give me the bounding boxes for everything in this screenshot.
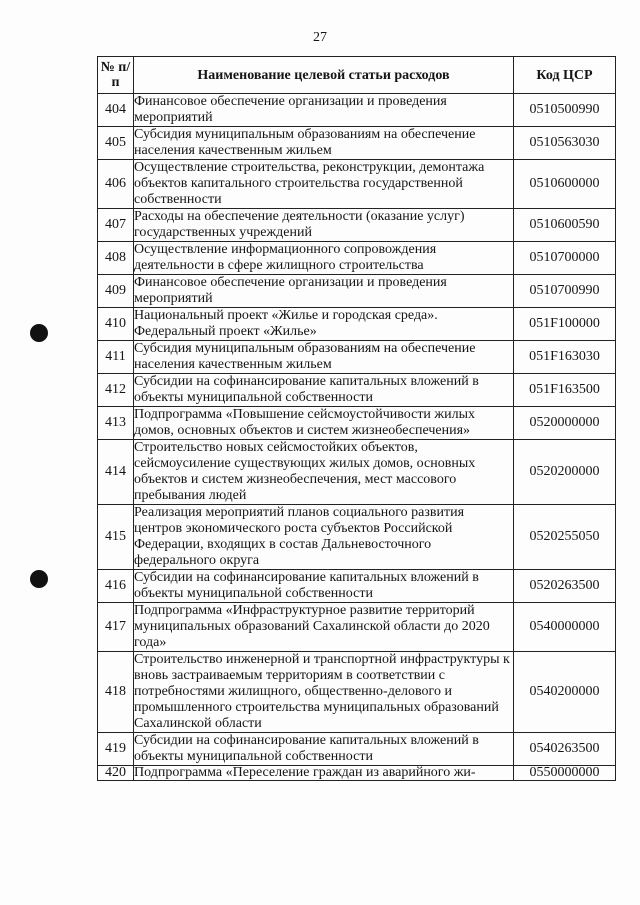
row-code: 051F163030 bbox=[514, 341, 616, 374]
row-name: Подпрограмма «Переселение граждан из аварийного жи- bbox=[134, 766, 514, 781]
row-name: Строительство инженерной и транспортной инфраструктуры к вновь застраиваемым территориям в соответствии с потребностями жилищного, общественно-делового и промышленного строительства муниципальных образований Сахалинской области bbox=[134, 652, 514, 733]
table-row bbox=[98, 308, 616, 341]
row-number: 406 bbox=[98, 160, 134, 209]
row-number: 414 bbox=[98, 440, 134, 505]
row-code: 0520255050 bbox=[514, 505, 616, 570]
page-number: 27 bbox=[313, 30, 327, 45]
row-code: 051F163500 bbox=[514, 374, 616, 407]
row-number: 411 bbox=[98, 341, 134, 374]
row-name: Расходы на обеспечение деятельности (оказание услуг) государственных учреждений bbox=[134, 209, 514, 242]
punch-hole-mark bbox=[30, 570, 48, 588]
row-number: 415 bbox=[98, 505, 134, 570]
row-code: 051F100000 bbox=[514, 308, 616, 341]
row-name: Субсидии на софинансирование капитальных вложений в объекты муниципальной собственности bbox=[134, 374, 514, 407]
row-name: Субсидии на софинансирование капитальных вложений в объекты муниципальной собственности bbox=[134, 733, 514, 766]
header-number: № п/п bbox=[98, 57, 134, 94]
row-number: 409 bbox=[98, 275, 134, 308]
row-name: Подпрограмма «Инфраструктурное развитие территорий муниципальных образований Сахалинской области до 2020 года» bbox=[134, 603, 514, 652]
table-row bbox=[98, 766, 616, 781]
row-code: 0520263500 bbox=[514, 570, 616, 603]
table-row bbox=[98, 407, 616, 440]
row-number: 410 bbox=[98, 308, 134, 341]
header-code: Код ЦСР bbox=[514, 57, 616, 94]
row-code: 0510600000 bbox=[514, 160, 616, 209]
row-name: Субсидия муниципальным образованиям на обеспечение населения качественным жильем bbox=[134, 127, 514, 160]
row-code: 0550000000 bbox=[514, 766, 616, 781]
punch-hole-mark bbox=[30, 324, 48, 342]
expense-items-table bbox=[97, 56, 616, 781]
row-number: 417 bbox=[98, 603, 134, 652]
table-row bbox=[98, 341, 616, 374]
row-name: Осуществление информационного сопровождения деятельности в сфере жилищного строительства bbox=[134, 242, 514, 275]
row-number: 404 bbox=[98, 94, 134, 127]
row-number: 405 bbox=[98, 127, 134, 160]
row-number: 412 bbox=[98, 374, 134, 407]
row-number: 408 bbox=[98, 242, 134, 275]
table-row bbox=[98, 242, 616, 275]
row-code: 0540000000 bbox=[514, 603, 616, 652]
row-name: Субсидия муниципальным образованиям на обеспечение населения качественным жильем bbox=[134, 341, 514, 374]
row-number: 418 bbox=[98, 652, 134, 733]
row-code: 0540263500 bbox=[514, 733, 616, 766]
table-row bbox=[98, 603, 616, 652]
table-row bbox=[98, 570, 616, 603]
row-number: 416 bbox=[98, 570, 134, 603]
table-row bbox=[98, 209, 616, 242]
row-name: Национальный проект «Жилье и городская среда». Федеральный проект «Жилье» bbox=[134, 308, 514, 341]
row-code: 0520200000 bbox=[514, 440, 616, 505]
header-name: Наименование целевой статьи расходов bbox=[134, 57, 514, 94]
row-name: Финансовое обеспечение организации и проведения мероприятий bbox=[134, 94, 514, 127]
row-code: 0510563030 bbox=[514, 127, 616, 160]
row-number: 407 bbox=[98, 209, 134, 242]
table-row bbox=[98, 440, 616, 505]
row-code: 0540200000 bbox=[514, 652, 616, 733]
table-header-row bbox=[98, 57, 616, 94]
row-code: 0510700000 bbox=[514, 242, 616, 275]
table-row bbox=[98, 652, 616, 733]
table-row bbox=[98, 275, 616, 308]
row-name: Субсидии на софинансирование капитальных вложений в объекты муниципальной собственности bbox=[134, 570, 514, 603]
row-number: 419 bbox=[98, 733, 134, 766]
row-name: Реализация мероприятий планов социального развития центров экономического роста субъектов Российской Федерации, входящих в состав Дальневосточного федерального округа bbox=[134, 505, 514, 570]
table-row bbox=[98, 127, 616, 160]
row-code: 0520000000 bbox=[514, 407, 616, 440]
row-name: Финансовое обеспечение организации и проведения мероприятий bbox=[134, 275, 514, 308]
row-code: 0510500990 bbox=[514, 94, 616, 127]
row-number: 420 bbox=[98, 766, 134, 781]
row-code: 0510700990 bbox=[514, 275, 616, 308]
row-code: 0510600590 bbox=[514, 209, 616, 242]
table-row bbox=[98, 505, 616, 570]
table-row bbox=[98, 160, 616, 209]
table-row bbox=[98, 94, 616, 127]
table-row bbox=[98, 374, 616, 407]
row-name: Осуществление строительства, реконструкции, демонтажа объектов капитального строительства государственной собственности bbox=[134, 160, 514, 209]
row-number: 413 bbox=[98, 407, 134, 440]
table-row bbox=[98, 733, 616, 766]
row-name: Подпрограмма «Повышение сейсмоустойчивости жилых домов, основных объектов и систем жизнеобеспечения» bbox=[134, 407, 514, 440]
row-name: Строительство новых сейсмостойких объектов, сейсмоусиление существующих жилых домов, основных объектов и систем жизнеобеспечения, мест массового пребывания людей bbox=[134, 440, 514, 505]
